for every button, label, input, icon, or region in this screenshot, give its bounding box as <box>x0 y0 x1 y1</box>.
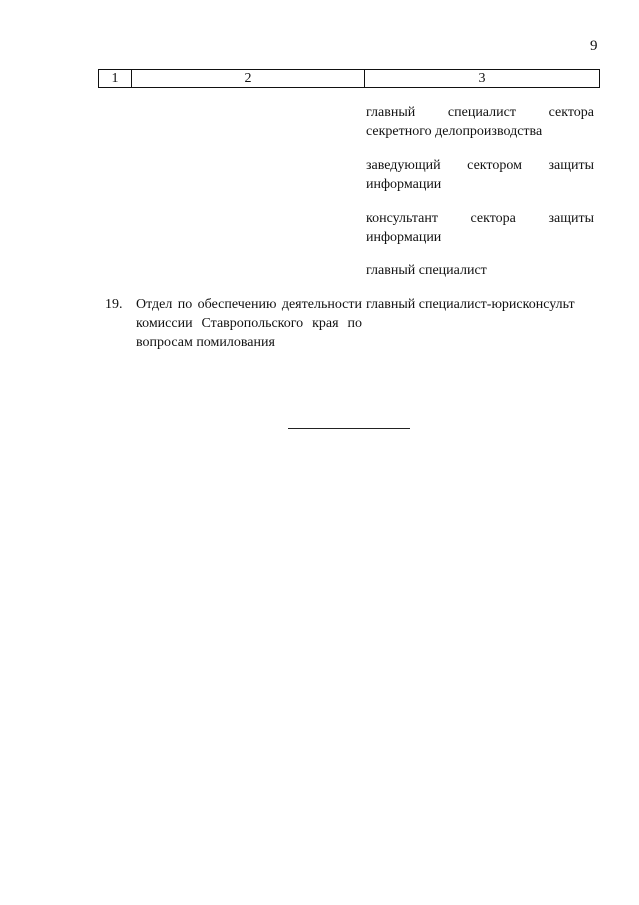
header-row <box>99 70 600 88</box>
position-entry: заведующий сектором защиты информации <box>366 158 594 192</box>
department-name: Отдел по обеспечению деятельности комиссии Ставропольского края по вопросам помилования <box>136 297 362 350</box>
position-entry: главный специалист сектора секретного делопроизводства <box>366 105 594 139</box>
position-entry: консультант сектора защиты информации <box>366 211 594 245</box>
page-number: 9 <box>590 38 598 54</box>
row-number: 19. <box>105 297 123 312</box>
position-entry: главный специалист-юрисконсульт <box>366 297 575 312</box>
column-header-1: 1 <box>99 70 132 88</box>
column-header-2: 2 <box>132 70 365 88</box>
column-header-3: 3 <box>365 70 600 88</box>
end-divider-line <box>288 428 410 429</box>
position-entry: главный специалист <box>366 263 487 278</box>
column-header-table <box>98 69 600 88</box>
